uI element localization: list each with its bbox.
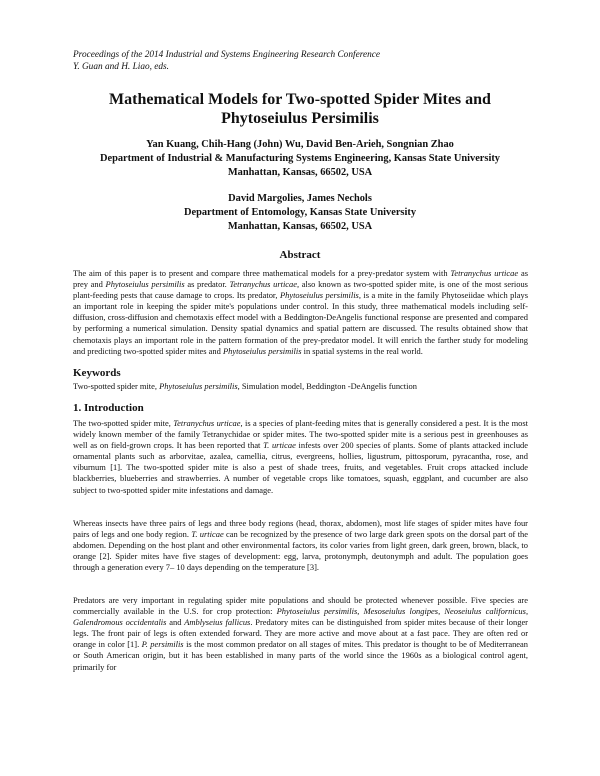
author-affiliation: Department of Entomology, Kansas State University [183, 207, 417, 218]
title-line-2: Phytoseiulus Persimilis [221, 110, 379, 127]
introduction-paragraph-1: The two-spotted spider mite, Tetranychus urticae, is a species of plant-feeding mites that is generally considered a pest. It is the most widely known member of the family Tetranychidae or spider mites. The two-spotted spider mite is a serious pest in greenhouses as well as on field-grown crops. It has been reported that T. urticae infests over 200 species of plants. Some of plants attacked include ornamental plants such as arborvitae, azalea, camellia, citrus, evergreens, hollies, ligustrum, pittosporum, pyracantha, rose, and viburnum [1]. The two-spotted spider mite is also a pest of shade trees, fruits, and vegetables. Fruit crops attacked include blackberries, blueberries and strawberries. A number of vegetable crops like tomatoes, squash, eggplant, and cucumber are also subject to two-spotted spider mite infestations and damage. [73, 418, 528, 495]
proceedings-header [73, 49, 380, 73]
editors-line: Y. Guan and H. Liao, eds. [73, 62, 169, 72]
abstract-text: The aim of this paper is to present and compare three mathematical models for a prey-predator system with Tetranychus urticae as prey and Phytoseiulus persimilis as predator. Tetranychus urticae, also known as two-spotted spider mite, is one of the most serious plant-feeding pests that cause damage to crops. Its predator, Phytoseiulus persimilis, is a mite in the family Phytoseiidae which plays an important role in keeping the spider mite's populations under control. In this study, three mathematical models including self-diffusion, cross-diffusion and chemotaxis effect model with a Beddington-DeAngelis functional response are presented and compared by performing a numerical simulation. Density spatial dynamics and spatial pattern are discussed. The results obtained show that chemotaxis plays an important role in the pattern formation of the prey-predator model. It will enrich the farther study for modeling and predicting two-spotted spider mites and Phytoseiulus persimilis in spatial systems in the real world. [73, 268, 528, 356]
author-location: Manhattan, Kansas, 66502, USA [227, 167, 373, 178]
keywords-text: Two-spotted spider mite, Phytoseiulus persimilis, Simulation model, Beddington -DeAngelis function [73, 381, 417, 391]
introduction-paragraph-3: Predators are very important in regulating spider mite populations and should be protected whenever possible. Five species are commercially available in the U.S. for crop protection: Phytoseiulus persimilis, Mesoseiulus longipes, Neoseiulus californicus, Galendromous occidentalis and Amblyseius fallicus. Predatory mites can be distinguished from spider mites because of their longer legs. The front pair of legs is often extended forward. They are more active and move about at a fast pace. They are often red or orange in color [1]. P. persimilis is the most common predator on all stages of mites. This predator is thought to be of Mediterranean or South American origin, but it has been established in many parts of the world since the 1960s as a biological control agent, primarily for [73, 595, 529, 672]
author-names: David Margolies, James Nechols [228, 193, 372, 204]
abstract-heading: Abstract [279, 249, 321, 261]
author-location: Manhattan, Kansas, 66502, USA [227, 221, 373, 232]
introduction-paragraph-2: Whereas insects have three pairs of legs and three body regions (head, thorax, abdomen), most life stages of spider mites have four pairs of legs and one body region. T. urticae can be recognized by the presence of two large dark green spots on the dorsal part of the abdomen. Depending on the host plant and other environmental factors, its color varies from light green, dark green, brown, black, to orange [2]. Spider mites have five stages of development: egg, larva, protonymph, deutonymph and adult. The population goes through a generation every 7– 10 days depending on the temperature [3]. [73, 518, 529, 573]
author-names: Yan Kuang, Chih-Hang (John) Wu, David Ben-Arieh, Songnian Zhao [146, 139, 454, 150]
author-affiliation: Department of Industrial & Manufacturing Systems Engineering, Kansas State University [99, 153, 501, 164]
proceedings-line: Proceedings of the 2014 Industrial and Systems Engineering Research Conference [73, 50, 380, 60]
author-block-2 [40, 192, 560, 234]
author-block-1 [40, 138, 560, 180]
introduction-heading: 1. Introduction [73, 402, 144, 414]
keywords-heading: Keywords [73, 367, 121, 379]
paper-title [60, 90, 540, 128]
title-line-1: Mathematical Models for Two-spotted Spider Mites and [109, 91, 491, 108]
